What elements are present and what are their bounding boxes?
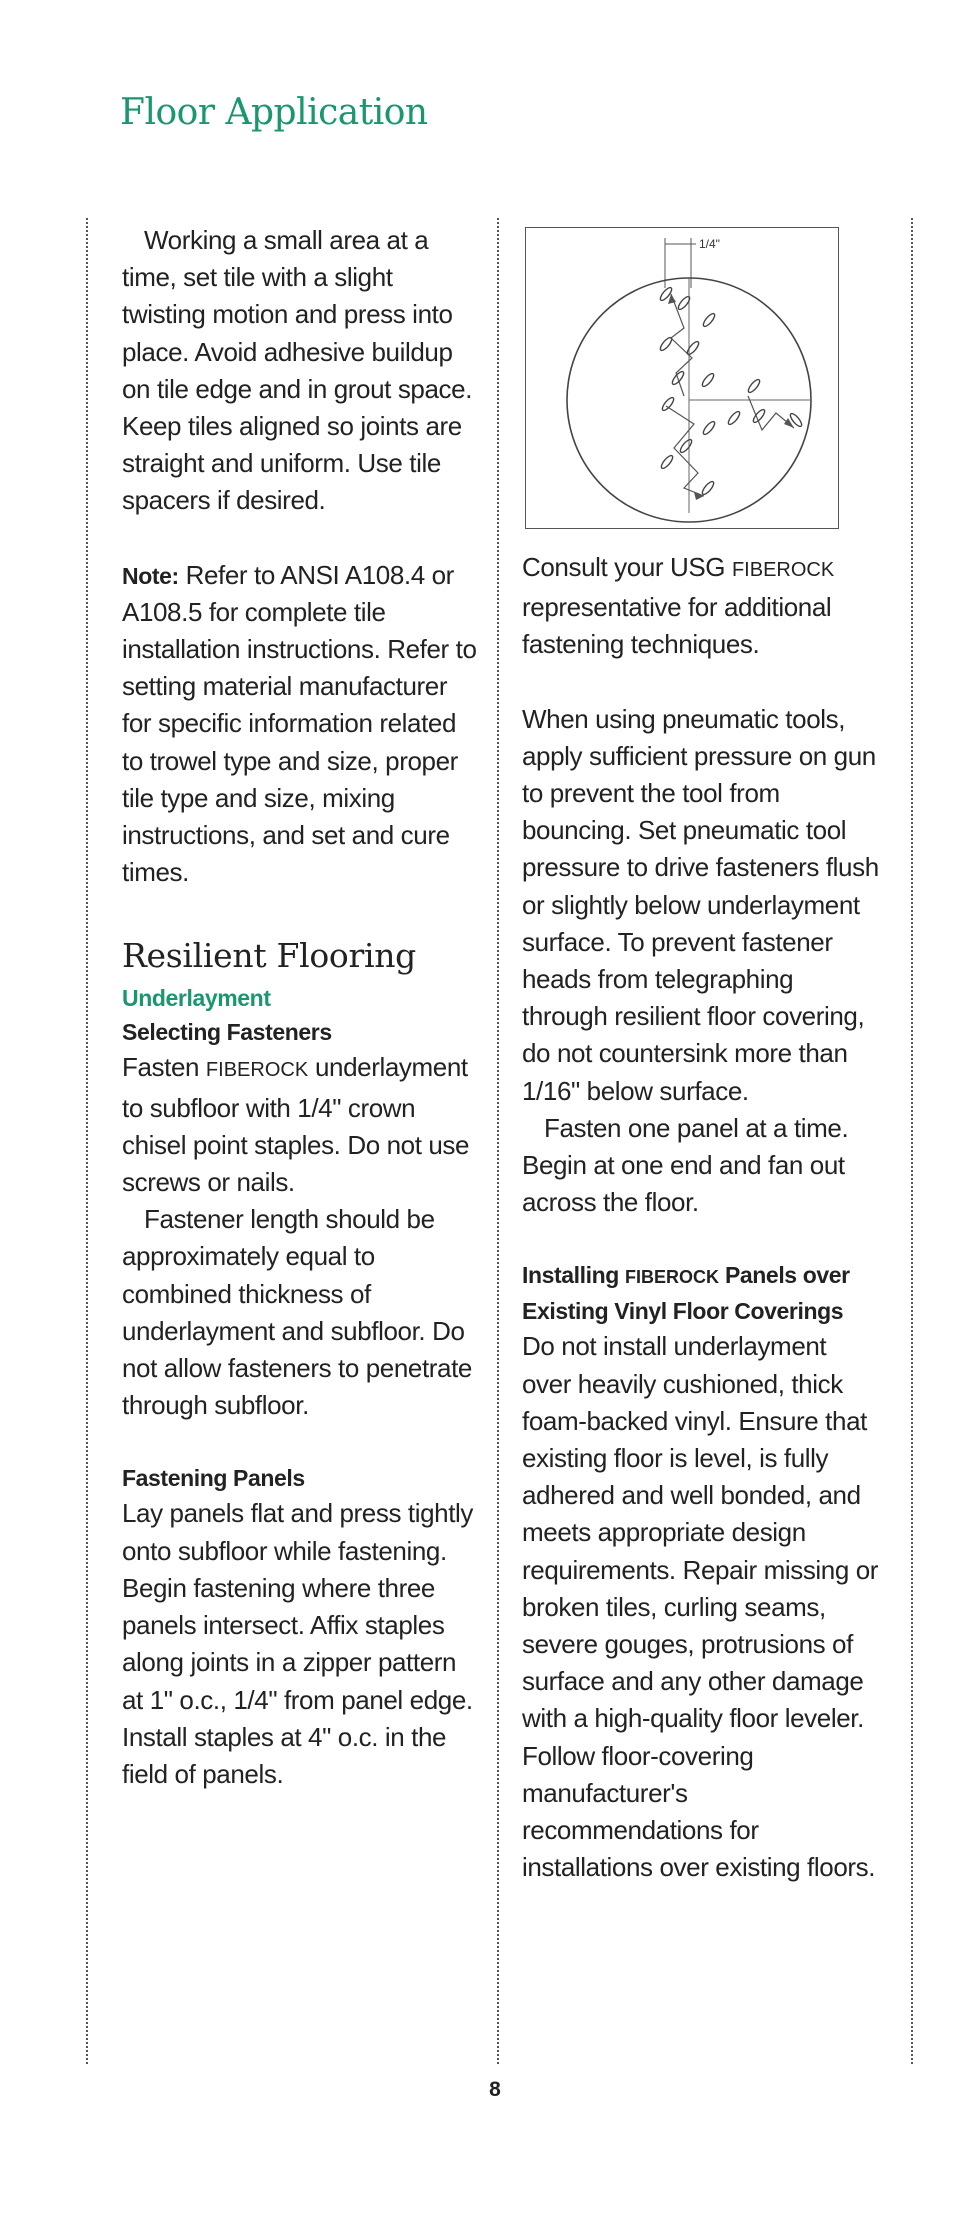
staple (702, 420, 717, 436)
pneumatic-tools-paragraph: When using pneumatic tools, apply sufficient pressure on gun to prevent the tool from bouncing. Set pneumatic tool pressure to drive fasteners flush or slightly below underlayment surface. To prevent fastener heads from telegraphing through resilient floor covering, do not countersink more than 1/16" below surface. (522, 703, 879, 1106)
brand-name: FIBEROCK (731, 559, 835, 581)
column-divider-right (911, 218, 913, 2064)
brand-name: FIBEROCK (205, 1059, 309, 1082)
consult-pre: Consult your USG (522, 552, 732, 582)
page-number: 8 (489, 2078, 501, 2101)
consult-paragraph (522, 549, 882, 664)
staple (702, 312, 717, 328)
staple (701, 480, 716, 496)
left-column (122, 222, 482, 1793)
stapling-pattern-diagram (525, 227, 839, 529)
installing-post: Panels over Existing Vinyl Floor Coverings (522, 1262, 850, 1325)
fastener-length-text: Fastener length should be approximately equal to combined thickness of underlayment and subfloor. Do not allow fasteners to penetrate through subfloor. (122, 1204, 472, 1421)
installing-over-vinyl-heading (522, 1258, 882, 1328)
installing-over-vinyl-text: Do not install underlayment over heavily cushioned, thick foam-backed vinyl. Ensure that existing floor is level, is fully adhered and well bonded, and meets appropriate design requirements. Repair missing or broken tiles, curling seams, severe gouges, protrusions of surface and any other damage with a high-quality floor leveler. Follow floor-covering manufacturer's recommendations for installations over existing floors. (522, 1331, 879, 1883)
installing-pre: Installing (522, 1262, 625, 1289)
staple (701, 372, 716, 388)
note-label: Note: (122, 562, 179, 589)
fastening-panels-heading: Fastening Panels (122, 1465, 305, 1492)
staple (686, 340, 701, 356)
consult-post: representative for additional fastening techniques. (522, 592, 832, 660)
note-paragraph (122, 557, 482, 892)
staple (660, 454, 675, 470)
fastening-panels-text: Lay panels flat and press tightly onto subfloor while fastening. Begin fastening where three panels intersect. Affix staples along joints in a zipper pattern at 1" o.c., 1/4" from panel edge. Install staples at 4" o.c. in the field of panels. (122, 1498, 474, 1789)
page-title: Floor Application (120, 92, 428, 133)
staple (747, 378, 762, 394)
sel-text-post: underlayment to subfloor with 1/4" crown chisel point staples. Do not use screws or nails. (122, 1052, 470, 1198)
underlayment-heading: Underlayment (122, 985, 271, 1012)
staple (659, 336, 674, 352)
column-divider-left (86, 218, 88, 2064)
sel-text-pre: Fasten (122, 1052, 206, 1083)
tile-setting-paragraph: Working a small area at a time, set tile with a slight twisting motion and press into place. Avoid adhesive buildup on tile edge and in grout space. Keep tiles aligned so joints are straight and uniform. Use tile spacers if desired. (122, 225, 473, 516)
staple (727, 410, 742, 426)
note-text: Refer to ANSI A108.4 or A108.5 for complete tile installation instructions. Refer to setting material manufacturer for specific information related to trowel type and size, proper tile type and size, mixing instructions, and set and cure times. (122, 559, 477, 888)
right-column (522, 549, 882, 1887)
brand-name: FIBEROCK (624, 1267, 719, 1288)
staple (661, 396, 676, 412)
selecting-fasteners-text (122, 1049, 482, 1201)
selecting-fasteners-heading: Selecting Fasteners (122, 1019, 332, 1046)
stapling-diagram-svg (526, 228, 838, 528)
resilient-flooring-heading: Resilient Flooring (122, 936, 417, 976)
dimension-label: 1/4" (699, 237, 720, 251)
column-divider-center (497, 218, 499, 2064)
fasten-one-panel-paragraph: Fasten one panel at a time. Begin at one end and fan out across the floor. (522, 1112, 849, 1218)
